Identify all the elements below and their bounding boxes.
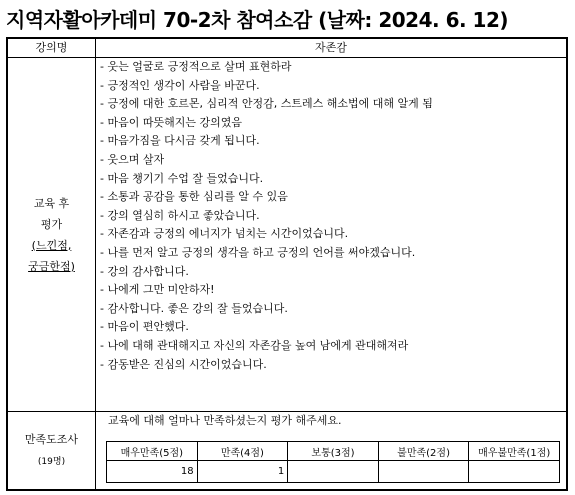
rating-header: 매우불만족(1점)	[469, 442, 560, 461]
satisfaction-prompt: 교육에 대해 얼마나 만족하셨는지 평가 해주세요.	[108, 414, 342, 427]
list-item: - 강의 감사합니다.	[100, 264, 189, 278]
satisfaction-content-cell	[96, 412, 566, 489]
rating-header: 불만족(2점)	[378, 442, 469, 461]
list-item: - 자존감과 긍정의 에너지가 넘치는 시간이었습니다.	[100, 227, 349, 241]
list-item: - 감동받은 진심의 시간이었습니다.	[100, 357, 267, 371]
respondent-count: (19명)	[37, 456, 66, 467]
rating-value	[378, 461, 469, 483]
satisfaction-label-cell	[8, 412, 96, 489]
lecture-label: 강의명	[8, 39, 96, 57]
list-item: - 웃는 얼굴로 긍정적으로 살며 표현하라	[100, 60, 292, 73]
list-item: - 나에게 그만 미안하자!	[100, 283, 215, 297]
list-item: - 강의 열심히 하시고 좋았습니다.	[100, 208, 260, 222]
lecture-name: 자존감	[315, 41, 347, 54]
rating-header: 만족(4점)	[197, 442, 288, 461]
list-item: - 나를 먼저 알고 긍정의 생각을 하고 긍정의 언어를 써야겠습니다.	[100, 245, 416, 259]
list-item: - 소통과 공감을 통한 심리를 알 수 있음	[100, 190, 288, 204]
list-item: - 긍정에 대한 호르몬, 심리적 안정감, 스트레스 해소법에 대해 알게 됨	[100, 97, 433, 111]
list-item: - 나에 대해 관대해지고 자신의 자존감을 높여 남에게 관대해져라	[100, 338, 409, 352]
list-item: - 웃으며 살자	[100, 152, 165, 166]
satisfaction-label: 만족도조사	[24, 432, 79, 446]
list-item: - 마음이 편안했다.	[100, 320, 189, 334]
list-item: - 마음이 따뜻해지는 강의였음	[100, 115, 242, 129]
evaluation-table	[6, 37, 568, 491]
evaluation-content-cell	[96, 58, 566, 412]
evaluation-label-line: (느낀점,	[31, 238, 72, 252]
evaluation-label-cell	[8, 58, 96, 412]
list-item: - 마음가짐을 다시금 갖게 됩니다.	[100, 134, 260, 148]
rating-value: 18	[107, 461, 198, 483]
rating-value: 1	[197, 461, 288, 483]
table-row	[107, 461, 560, 483]
page-title: 지역자활아카데미 70-2차 참여소감 (날짜: 2024. 6. 12)	[6, 8, 509, 32]
list-item: - 긍정적인 생각이 사람을 바꾼다.	[100, 78, 260, 92]
list-item: - 감사합니다. 좋은 강의 잘 들었습니다.	[100, 301, 288, 315]
list-item: - 마음 챙기기 수업 잘 들었습니다.	[100, 171, 264, 185]
table-row	[107, 442, 560, 461]
evaluation-label-line: 교육 후	[33, 196, 70, 210]
rating-header: 보통(3점)	[288, 442, 379, 461]
feedback-list	[96, 58, 566, 374]
rating-value	[469, 461, 560, 483]
table-header-row	[8, 39, 566, 58]
evaluation-label-line: 궁금한점)	[28, 259, 75, 273]
rating-value	[288, 461, 379, 483]
rating-header: 매우만족(5점)	[107, 442, 198, 461]
evaluation-label-line: 평가	[40, 217, 63, 231]
satisfaction-grid	[106, 441, 560, 483]
